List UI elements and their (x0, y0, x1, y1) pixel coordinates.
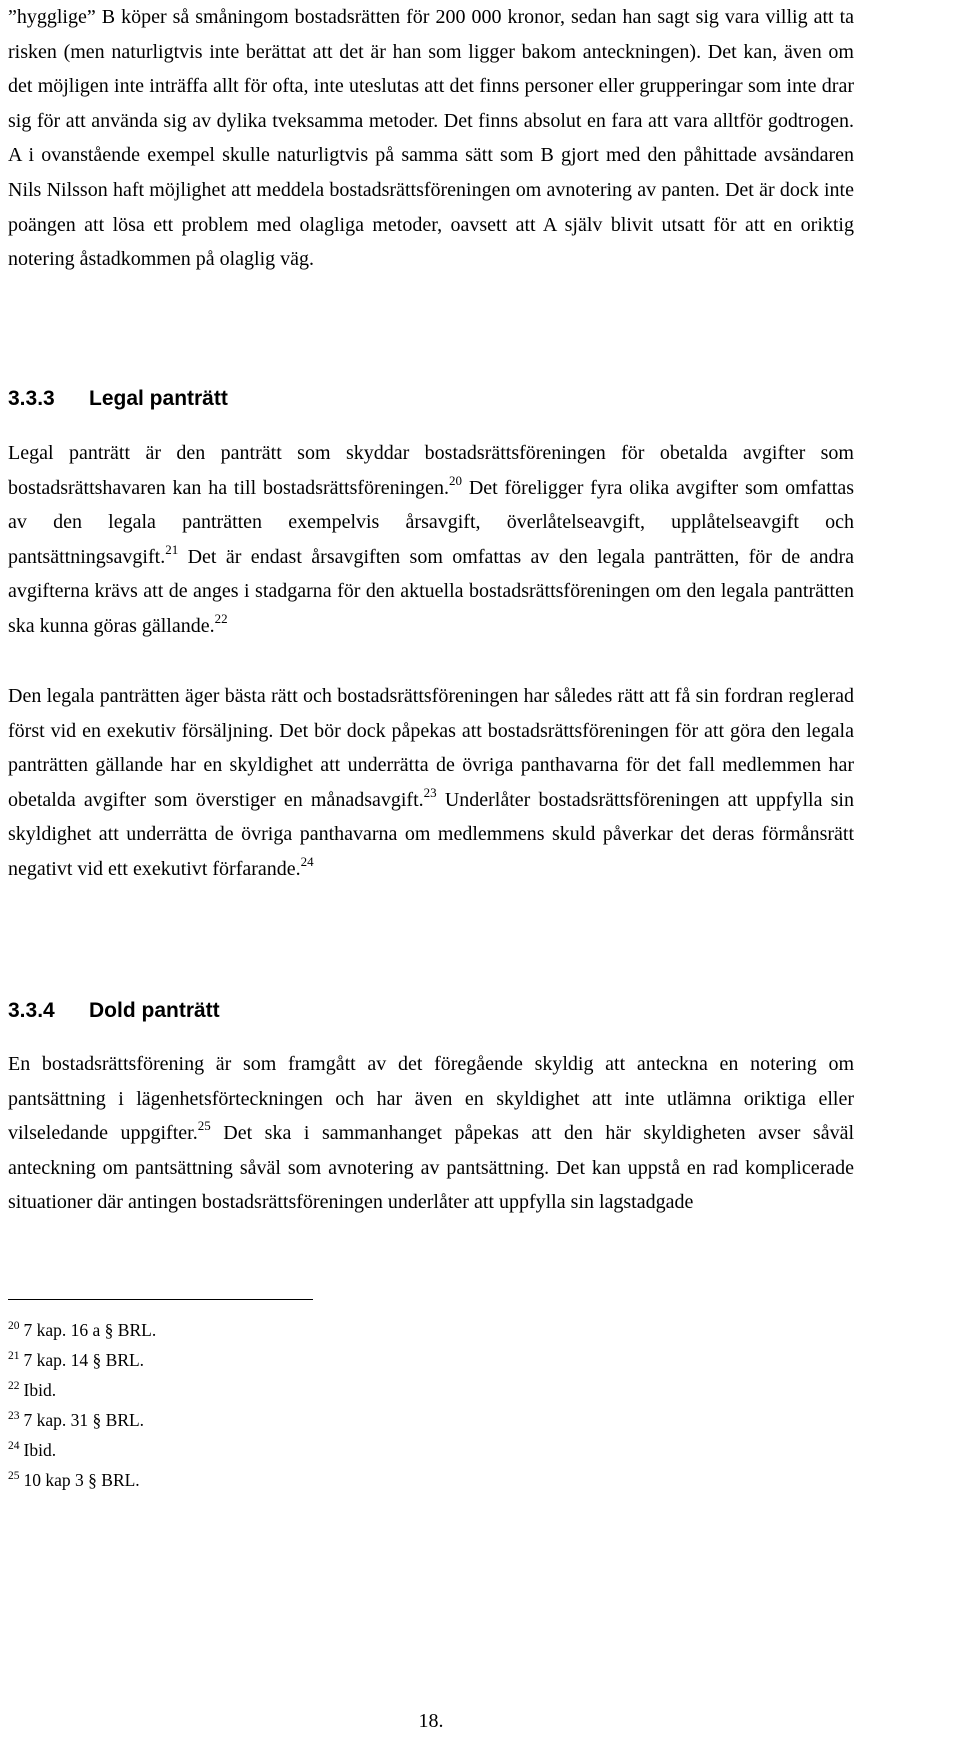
footnote-number: 23 (8, 1410, 20, 1422)
section-title: Legal panträtt (89, 387, 228, 410)
section-title: Dold panträtt (89, 999, 220, 1022)
footnote (8, 1465, 156, 1495)
footnote-ref[interactable]: 25 (197, 1118, 211, 1134)
footnote-ref[interactable]: 24 (300, 853, 314, 869)
footnote (8, 1315, 156, 1345)
paragraph-text: Underlåter bostadsrättsföreningen att uppfylla sin skyldighet att underrätta de övriga panthavarna om medlemmens skuld påverkar det deras förmånsrätt negativt vid ett exekutivt förfarande. (8, 788, 854, 880)
footnote-text: 7 kap. 31 § BRL. (23, 1410, 145, 1430)
footnote-text: Ibid. (23, 1440, 57, 1460)
paragraph-text: Den legala panträtten äger bästa rätt och bostadsrättsföreningen har således rätt att få sin fordran reglerad först vid en exekutiv försäljning. Det bör dock påpekas att bostadsrättsföreningen för att göra den legala panträtten gällande har en skyldighet att underrätta de övriga panthavarna för det fall medlemmen har obetalda avgifter som överstiger en månadsavgift. (8, 685, 854, 811)
footnote-ref[interactable]: 22 (214, 610, 228, 626)
footnote-text: 7 kap. 14 § BRL. (23, 1350, 145, 1370)
paragraph-text: Det föreligger fyra olika avgifter som omfattas av den legala panträtten exempelvis årsavgift, överlåtelseavgift, upplåtelseavgift och pantsättningsavgift. (8, 476, 854, 568)
paragraph (8, 1047, 854, 1220)
paragraph (8, 436, 854, 644)
footnote-number: 21 (8, 1350, 20, 1362)
footnote (8, 1435, 156, 1465)
footnote-divider (8, 1299, 313, 1300)
paragraph: ”hygglige” B köper så småningom bostadsrätten för 200 000 kronor, sedan han sagt sig vara villig att ta risken (men naturligtvis inte berättat att det är han som ligger bakom anteckningen). Det kan, även om det möjligen inte inträffa allt för ofta, inte uteslutas att det finns personer eller grupperingar som inte drar sig för att använda sig av dylika tveksamma metoder. Det finns absolut en fara att vara alltför godtrogen. A i ovanstående exempel skulle naturligtvis på samma sätt som B gjort med den påhittade avsändaren Nils Nilsson haft möjlighet att meddela bostadsrättsföreningen om avnotering av panten. Det är dock inte poängen att lösa ett problem med olagliga metoder, oavsett att A själv blivit utsatt för att en oriktig notering åstadkommen på olaglig väg. (8, 6, 854, 271)
paragraph-text: Det ska i sammanhanget påpekas att den här skyldigheten avser såväl anteckning om pantsättning såväl som avnotering av pantsättning. Det kan uppstå en rad komplicerade situationer där antingen bostadsrättsföreningen underlåter att uppfylla sin lagstadgade (8, 1122, 855, 1214)
footnote-text: 7 kap. 16 a § BRL. (23, 1320, 157, 1340)
footnote-ref[interactable]: 23 (423, 784, 437, 800)
footnote (8, 1375, 156, 1405)
footnote-ref[interactable]: 20 (449, 472, 463, 488)
footnote (8, 1405, 156, 1435)
footnote-number: 25 (8, 1470, 20, 1482)
paragraph-text: Legal panträtt är den panträtt som skyddar bostadsrättsföreningen för obetalda avgifter som bostadsrättshavaren kan ha till bostadsrättsföreningen. (8, 442, 854, 499)
footnote-number: 24 (8, 1440, 20, 1452)
footnote-number: 22 (8, 1380, 20, 1392)
footnotes-list (8, 1315, 156, 1495)
page-number: 18. (418, 1710, 444, 1732)
paragraph (8, 679, 854, 887)
footnote (8, 1345, 156, 1375)
footnote-number: 20 (8, 1320, 20, 1332)
footnote-text: Ibid. (23, 1380, 57, 1400)
section-number: 3.3.4 (8, 999, 55, 1022)
section-heading (8, 387, 228, 411)
section-number: 3.3.3 (8, 387, 55, 410)
paragraph-text: Det är endast årsavgiften som omfattas av den legala panträtten, för de andra avgifterna krävs att de anges i stadgarna för den aktuella bostadsrättsföreningen om den legala panträtten ska kunna göras gällande. (8, 545, 854, 637)
paragraph-text: En bostadsrättsförening är som framgått av det föregående skyldig att anteckna en notering om pantsättning i lägenhetsförteckningen och har även en skyldighet att inte utlämna oriktiga eller vilseledande uppgifter. (8, 1053, 854, 1145)
section-heading (8, 999, 220, 1023)
footnote-text: 10 kap 3 § BRL. (23, 1470, 140, 1490)
footnote-ref[interactable]: 21 (165, 541, 179, 557)
